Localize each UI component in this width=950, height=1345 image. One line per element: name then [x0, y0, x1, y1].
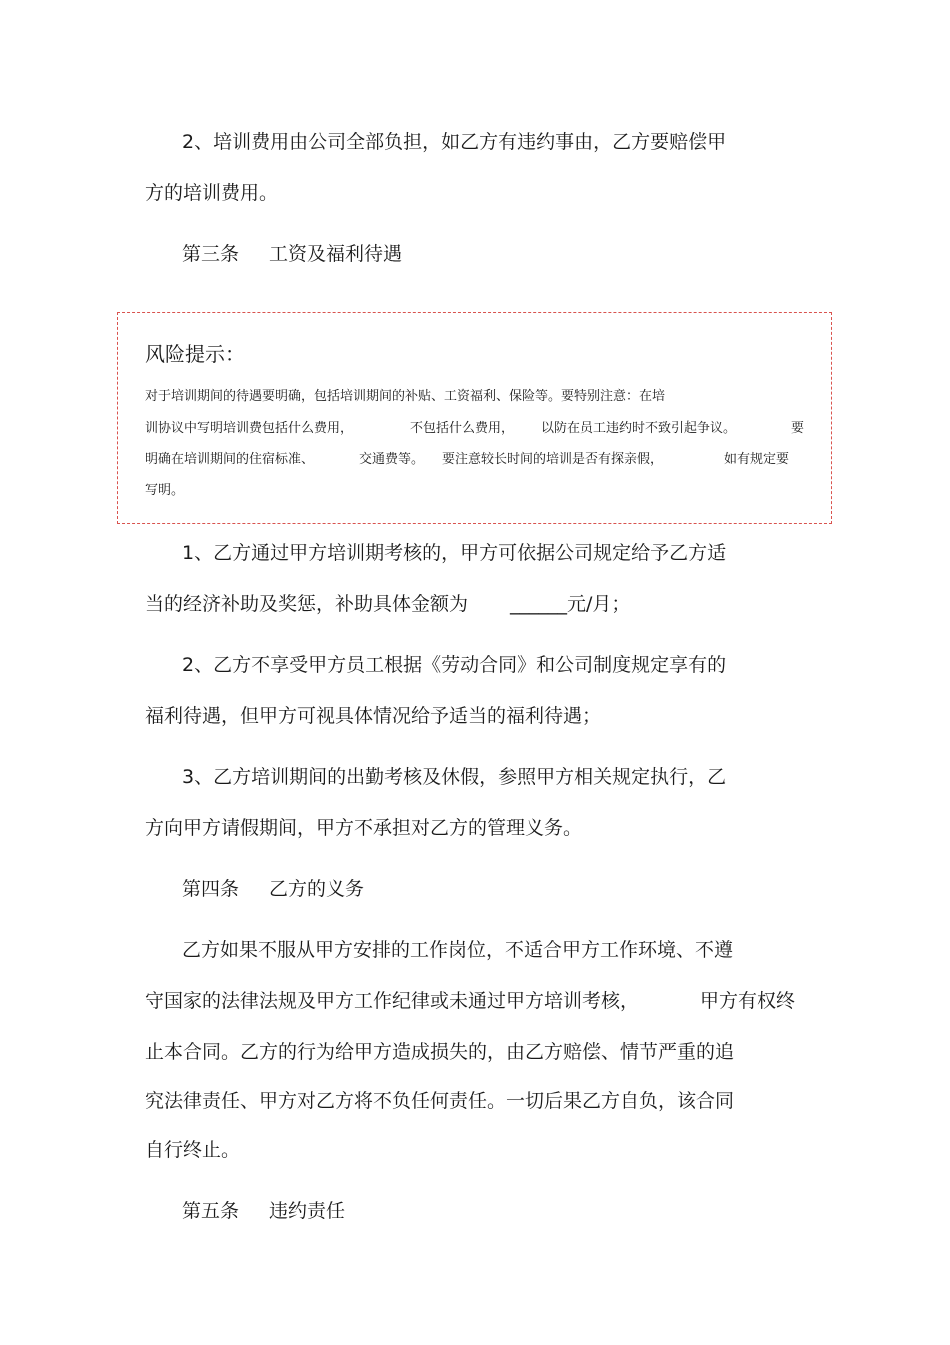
risk-tip-line: 对于培训期间的待遇要明确，包括培训期间的补贴、工资福利、保险等。要特别注意：在培: [145, 389, 666, 404]
risk-tip-line: 如有规定要: [724, 452, 790, 467]
risk-tip-line: 要: [791, 421, 805, 436]
article-number: 第三条: [182, 243, 240, 265]
risk-tip-line: 不包括什么费用，: [410, 421, 515, 436]
paragraph-line: 当的经济补助及奖惩，补助具体金额为: [145, 593, 469, 615]
paragraph-line: 守国家的法律法规及甲方工作纪律或未通过甲方培训考核，: [145, 990, 640, 1012]
risk-tip-line: 以防在员工违约时不致引起争议。: [541, 421, 737, 436]
paragraph-line: 甲方有权终: [700, 990, 796, 1012]
article-title: 工资及福利待遇: [269, 243, 403, 265]
paragraph-line: 自行终止。: [145, 1139, 241, 1161]
risk-tip-line: 交通费等。: [359, 452, 425, 467]
article-title: 乙方的义务: [269, 878, 365, 900]
risk-tip-line: 写明。: [145, 483, 185, 498]
paragraph-line: 3、乙方培训期间的出勤考核及休假，参照甲方相关规定执行，乙: [182, 766, 727, 788]
amount-blank: ______元/月；: [510, 593, 631, 615]
paragraph-line: 1、乙方通过甲方培训期考核的，甲方可依据公司规定给予乙方适: [182, 542, 727, 564]
paragraph-line: 2、乙方不享受甲方员工根据《劳动合同》和公司制度规定享有的: [182, 654, 727, 676]
risk-tip-line: 训协议中写明培训费包括什么费用，: [145, 421, 354, 436]
paragraph-line: 究法律责任、甲方对乙方将不负任何责任。一切后果乙方自负，该合同: [145, 1090, 735, 1112]
article-number: 第四条: [182, 878, 240, 900]
risk-tip-line: 要注意较长时间的培训是否有探亲假，: [442, 452, 664, 467]
article-title: 违约责任: [269, 1200, 346, 1222]
paragraph-line: 福利待遇，但甲方可视具体情况给予适当的福利待遇；: [145, 705, 602, 727]
article-number: 第五条: [182, 1200, 240, 1222]
paragraph-line: 2、培训费用由公司全部负担，如乙方有违约事由，乙方要赔偿甲: [182, 131, 727, 153]
paragraph-line: 乙方如果不服从甲方安排的工作岗位，不适合甲方工作环境、不遵: [182, 939, 734, 961]
paragraph-line: 止本合同。乙方的行为给甲方造成损失的，由乙方赔偿、情节严重的追: [145, 1041, 735, 1063]
risk-tip-line: 明确在培训期间的住宿标准、: [145, 452, 315, 467]
paragraph-line: 方的培训费用。: [145, 182, 279, 204]
paragraph-line: 方向甲方请假期间，甲方不承担对乙方的管理义务。: [145, 817, 583, 839]
risk-tip-title: 风险提示：: [145, 342, 245, 366]
